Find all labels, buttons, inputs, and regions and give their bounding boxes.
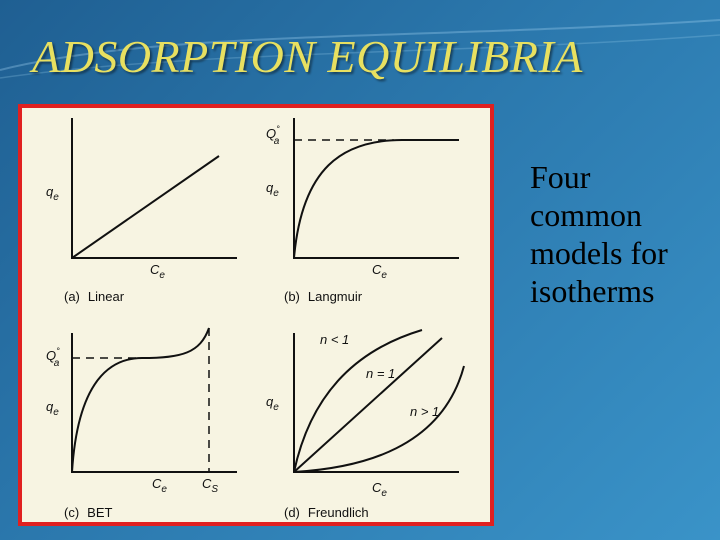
body-line: common	[530, 197, 642, 233]
panel-d-axes	[294, 333, 459, 472]
panel-b-asymptote-label: Q° a	[266, 124, 280, 147]
panel-a-caption: (a) Linear	[64, 289, 125, 304]
panel-c-xlabel-cs: $C_S$	[202, 476, 219, 495]
panel-c-asymptote-label: Q° a	[46, 346, 60, 369]
panel-d-label-n-greater-1: n > 1	[410, 404, 440, 419]
panel-d-label-n-less-1: n < 1	[320, 332, 350, 347]
panel-a-axes	[72, 118, 237, 258]
isotherm-figure	[18, 104, 494, 526]
panel-c-caption: (c) BET	[64, 505, 113, 520]
panel-d-caption: (d) Freundlich	[284, 505, 369, 520]
body-line: isotherms	[530, 273, 655, 309]
panel-b-ylabel: $q_e$	[266, 180, 279, 199]
panel-c-bet-curve	[72, 328, 209, 472]
isotherm-diagram	[22, 108, 490, 522]
slide-body-text	[530, 158, 715, 310]
panel-d-label-n-equal-1: n = 1	[366, 366, 396, 381]
panel-b-caption: (b) Langmuir	[284, 289, 363, 304]
panel-b-xlabel: $C_e$	[372, 262, 387, 281]
panel-b-langmuir-curve	[294, 140, 459, 258]
panel-d-curve-n-greater-1	[294, 366, 464, 472]
panel-a-ylabel: $q_e$	[46, 184, 59, 203]
body-line: Four	[530, 159, 591, 195]
body-line: models for	[530, 235, 668, 271]
panel-c-xlabel: $C_e$	[152, 476, 167, 495]
panel-a-xlabel: $C_e$	[150, 262, 165, 281]
panel-d-curve-n-less-1	[294, 330, 422, 472]
panel-d-xlabel: $C_e$	[372, 480, 387, 499]
panel-a-linear-curve	[72, 156, 219, 258]
panel-d-ylabel: $q_e$	[266, 394, 279, 413]
panel-c-axes	[72, 333, 237, 472]
slide-title: ADSORPTION EQUILIBRIA	[32, 31, 583, 82]
panel-c-ylabel: $q_e$	[46, 399, 59, 418]
